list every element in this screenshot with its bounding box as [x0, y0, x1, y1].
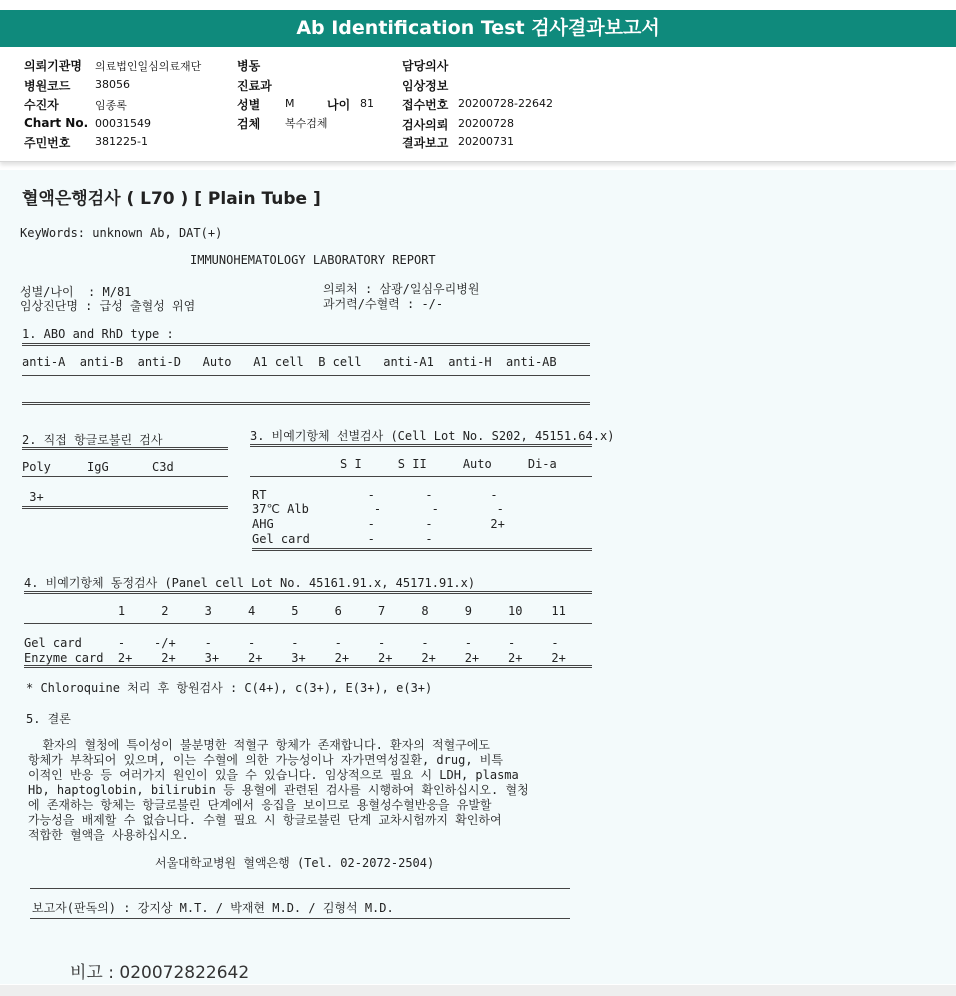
history: 과거력/수혈력 : -/- — [323, 297, 444, 311]
blood-bank-contact: 서울대학교병원 혈액은행 (Tel. 02-2072-2504) — [155, 856, 435, 870]
dat-value: 3+ — [22, 490, 44, 504]
screening-row: Gel card - - — [252, 532, 433, 546]
chart-value: 00031549 — [95, 117, 151, 130]
institution-value: 의료법인일심의료재단 — [95, 60, 202, 73]
divider — [24, 591, 592, 594]
abo-section-title: 1. ABO and RhD type : — [22, 327, 174, 341]
chloroquine-note: * Chloroquine 처리 후 항원검사 : C(4+), c(3+), E(3+), e(3+) — [26, 681, 433, 695]
patient-value: 임종록 — [95, 99, 127, 112]
id-label: 주민번호 — [24, 136, 71, 150]
reception-label: 접수번호 — [402, 98, 449, 112]
reception-value: 20200728-22642 — [458, 97, 553, 110]
conclusion-line: 환자의 혈청에 특이성이 불분명한 적혈구 항체가 존재합니다. 환자의 적혈구에도 — [28, 738, 491, 752]
panel-section-title: 4. 비예기항체 동정검사 (Panel cell Lot No. 45161.91.x, 45171.91.x) — [24, 576, 476, 590]
divider — [22, 447, 228, 450]
conclusion-line: 이적인 반응 등 여러가지 원인이 있을 수 있습니다. 임상적으로 필요 시 LDH, plasma — [28, 768, 519, 782]
requester: 의뢰처 : 삼광/일심우리병원 — [323, 282, 480, 296]
divider — [22, 343, 590, 346]
conclusion-title: 5. 결론 — [26, 712, 71, 726]
divider — [250, 476, 592, 477]
conclusion-line: 가능성을 배제할 수 없습니다. 수혈 필요 시 항글로불린 단계 교차시험까지 확인하여 — [28, 813, 502, 827]
divider — [252, 548, 592, 551]
conclusion-line: Hb, haptoglobin, bilirubin 등 용혈에 관련된 검사를 시행하여 확인하십시오. 혈청 — [28, 783, 529, 797]
clinical-info-label: 임상정보 — [402, 79, 449, 93]
divider — [22, 476, 228, 477]
report-title-bar: Ab Identification Test 검사결과보고서 — [0, 10, 956, 47]
age-label: 나이 — [327, 98, 351, 112]
conclusion-line: 적합한 혈액을 사용하십시오. — [28, 828, 189, 842]
panel-header: 1 2 3 4 5 6 7 8 9 10 11 — [24, 604, 566, 618]
doctor-label: 담당의사 — [402, 59, 449, 73]
patient-info-header — [0, 50, 956, 162]
chart-label: Chart No. — [24, 116, 89, 130]
dat-header: Poly IgG C3d — [22, 460, 174, 474]
age-value: 81 — [360, 97, 374, 110]
reporters: 보고자(판독의) : 강지상 M.T. / 박재현 M.D. / 김형석 M.D. — [32, 901, 394, 915]
sex-value: M — [285, 97, 295, 110]
request-value: 20200728 — [458, 117, 514, 130]
dat-section-title: 2. 직접 항글로불린 검사 — [22, 433, 163, 447]
department-label: 진료과 — [237, 79, 272, 93]
specimen-value: 복수검체 — [285, 117, 328, 130]
bottom-strip — [0, 985, 956, 996]
result-label: 결과보고 — [402, 136, 449, 150]
screening-section-title: 3. 비예기항체 선별검사 (Cell Lot No. S202, 45151.64.x) — [250, 429, 615, 443]
divider — [30, 888, 570, 889]
screening-row: RT - - - — [252, 488, 498, 502]
conclusion-line: 에 존재하는 항체는 항글로불린 단계에서 응집을 보이므로 용혈성수혈반응을 유발할 — [28, 798, 492, 812]
panel-gel-row: Gel card - -/+ - - - - - - - - - — [24, 636, 559, 650]
screening-header: S I S II Auto Di-a — [340, 457, 557, 471]
specimen-label: 검체 — [237, 117, 261, 131]
conclusion-line: 항체가 부착되어 있으며, 이는 수혈에 의한 가능성이나 자가면역성질환, drug, 비특 — [28, 753, 503, 767]
ward-label: 병동 — [237, 59, 261, 73]
diagnosis: 임상진단명 : 급성 출혈성 위염 — [20, 299, 196, 313]
divider — [24, 623, 592, 624]
result-value: 20200731 — [458, 135, 514, 148]
abo-header: anti-A anti-B anti-D Auto A1 cell B cell anti-A1 anti-H anti-AB — [22, 355, 557, 369]
remarks-note: 비고 : 020072822642 — [70, 963, 250, 983]
divider — [22, 402, 590, 405]
divider — [30, 918, 570, 919]
divider — [22, 375, 590, 376]
hospital-code-value: 38056 — [95, 78, 130, 91]
divider — [22, 506, 228, 509]
keywords: KeyWords: unknown Ab, DAT(+) — [20, 226, 223, 240]
request-label: 검사의뢰 — [402, 118, 449, 132]
screening-row: 37℃ Alb - - - — [252, 502, 504, 516]
report-body — [0, 170, 956, 984]
sex-label: 성별 — [237, 98, 261, 112]
id-value: 381225-1 — [95, 135, 148, 148]
patient-label: 수진자 — [24, 98, 59, 112]
divider — [24, 665, 592, 668]
panel-enzyme-row: Enzyme card 2+ 2+ 3+ 2+ 3+ 2+ 2+ 2+ 2+ 2+ 2+ — [24, 651, 566, 665]
institution-label: 의뢰기관명 — [24, 59, 82, 73]
report-section-title: 혈액은행검사 ( L70 ) [ Plain Tube ] — [22, 189, 321, 209]
hospital-code-label: 병원코드 — [24, 79, 71, 93]
sex-age: 성별/나이 : M/81 — [20, 285, 132, 299]
divider — [250, 444, 592, 447]
screening-row: AHG - - 2+ — [252, 517, 505, 531]
lab-title: IMMUNOHEMATOLOGY LABORATORY REPORT — [190, 253, 436, 267]
